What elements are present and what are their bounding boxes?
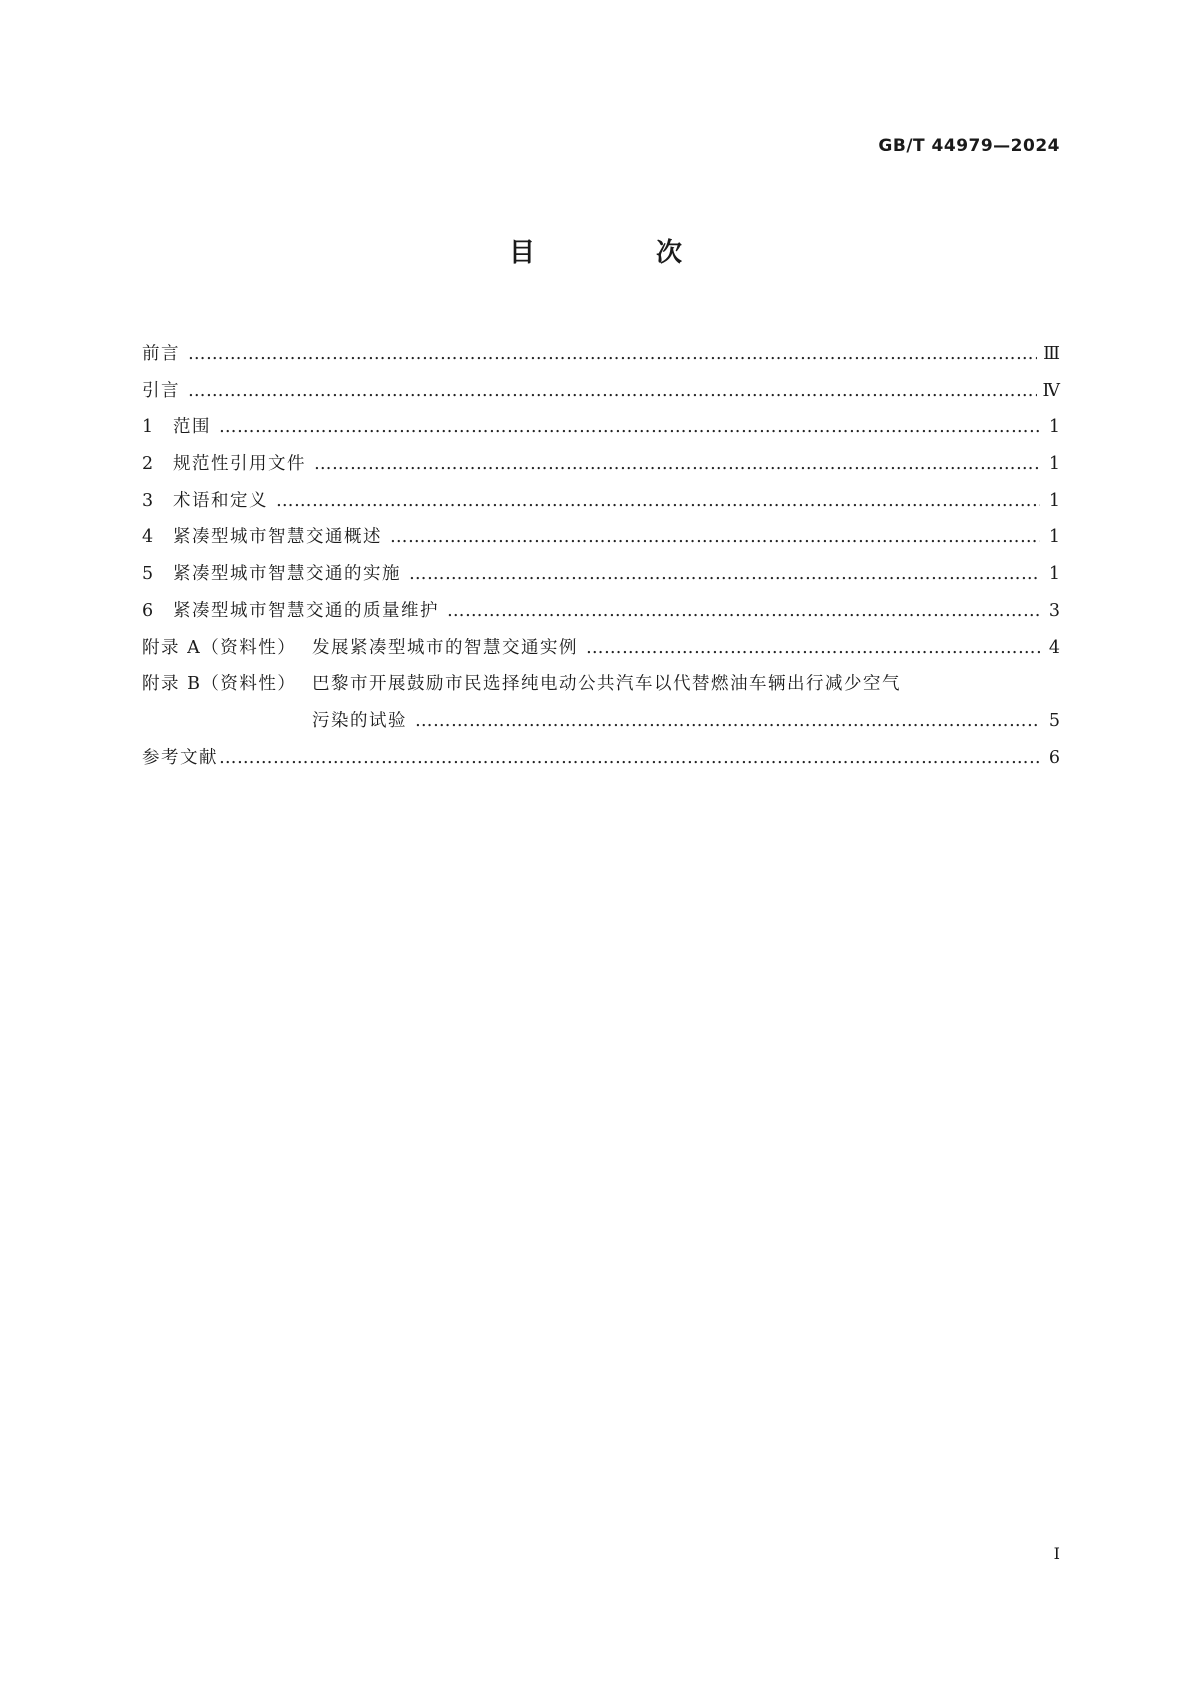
toc-entry-annex-b[interactable] [142, 666, 1060, 703]
toc-entry-page: Ⅳ [1042, 380, 1060, 401]
toc-entry-text: 范围 [173, 417, 211, 438]
page-number: I [1053, 1544, 1060, 1563]
toc-entry-terms-definitions[interactable] [142, 483, 1060, 520]
table-of-contents [142, 336, 1060, 776]
toc-entry-annex-label: 附录 A（资料性） [142, 637, 297, 658]
toc-entry-text: 发展紧凑型城市的智慧交通实例 [312, 637, 578, 658]
toc-entry-number: 4 [142, 527, 154, 548]
toc-entry-text-continuation: 污染的试验 [312, 710, 407, 731]
toc-entry-page: 4 [1048, 637, 1060, 658]
toc-entry-number: 5 [142, 564, 154, 585]
toc-entry-number: 6 [142, 600, 154, 621]
leader-dots [390, 519, 1040, 556]
toc-entry-number: 3 [142, 490, 154, 511]
leader-dots [219, 409, 1040, 446]
toc-entry-page: 1 [1048, 454, 1060, 475]
toc-entry-page: 1 [1048, 527, 1060, 548]
leader-dots [188, 373, 1037, 410]
toc-entry-page: 1 [1048, 490, 1060, 511]
toc-entry-implementation[interactable] [142, 556, 1060, 593]
leader-dots [219, 740, 1040, 777]
leader-dots [415, 703, 1040, 740]
toc-entry-page: 1 [1048, 417, 1060, 438]
leader-dots [409, 556, 1040, 593]
toc-entry-normative-references[interactable] [142, 446, 1060, 483]
toc-entry-text: 紧凑型城市智慧交通的质量维护 [173, 600, 439, 621]
toc-entry-page: 5 [1048, 710, 1060, 731]
standard-code: GB/T 44979—2024 [878, 136, 1060, 156]
toc-entry-page: 1 [1048, 564, 1060, 585]
toc-title: 目 次 [508, 238, 739, 268]
toc-entry-page: 3 [1048, 600, 1060, 621]
leader-dots [586, 630, 1040, 667]
toc-entry-introduction[interactable] [142, 373, 1060, 410]
toc-entry-bibliography[interactable] [142, 740, 1060, 777]
toc-entry-text: 紧凑型城市智慧交通概述 [173, 527, 382, 548]
toc-entry-text: 规范性引用文件 [173, 454, 306, 475]
leader-dots [188, 336, 1037, 373]
toc-entry-text: 术语和定义 [173, 490, 268, 511]
toc-entry-text: 引言 [142, 380, 180, 401]
toc-entry-page: 6 [1048, 747, 1060, 768]
toc-entry-scope[interactable] [142, 409, 1060, 446]
toc-entry-annex-b-continued[interactable] [142, 703, 1060, 740]
leader-dots [276, 483, 1040, 520]
toc-entry-text: 前言 [142, 344, 180, 364]
toc-entry-overview[interactable] [142, 519, 1060, 556]
toc-entry-annex-label: 附录 B（资料性） [142, 674, 297, 695]
toc-entry-number: 2 [142, 454, 154, 475]
toc-entry-text: 参考文献 [142, 747, 218, 768]
toc-entry-page: Ⅲ [1043, 344, 1060, 364]
leader-dots [447, 593, 1040, 630]
toc-entry-text: 紧凑型城市智慧交通的实施 [173, 564, 401, 585]
leader-dots [314, 446, 1040, 483]
toc-entry-quality-maintenance[interactable] [142, 593, 1060, 630]
toc-entry-annex-a[interactable] [142, 630, 1060, 667]
toc-entry-number: 1 [142, 417, 154, 438]
toc-entry-foreword[interactable] [142, 336, 1060, 373]
toc-entry-text: 巴黎市开展鼓励市民选择纯电动公共汽车以代替燃油车辆出行减少空气 [312, 674, 901, 695]
